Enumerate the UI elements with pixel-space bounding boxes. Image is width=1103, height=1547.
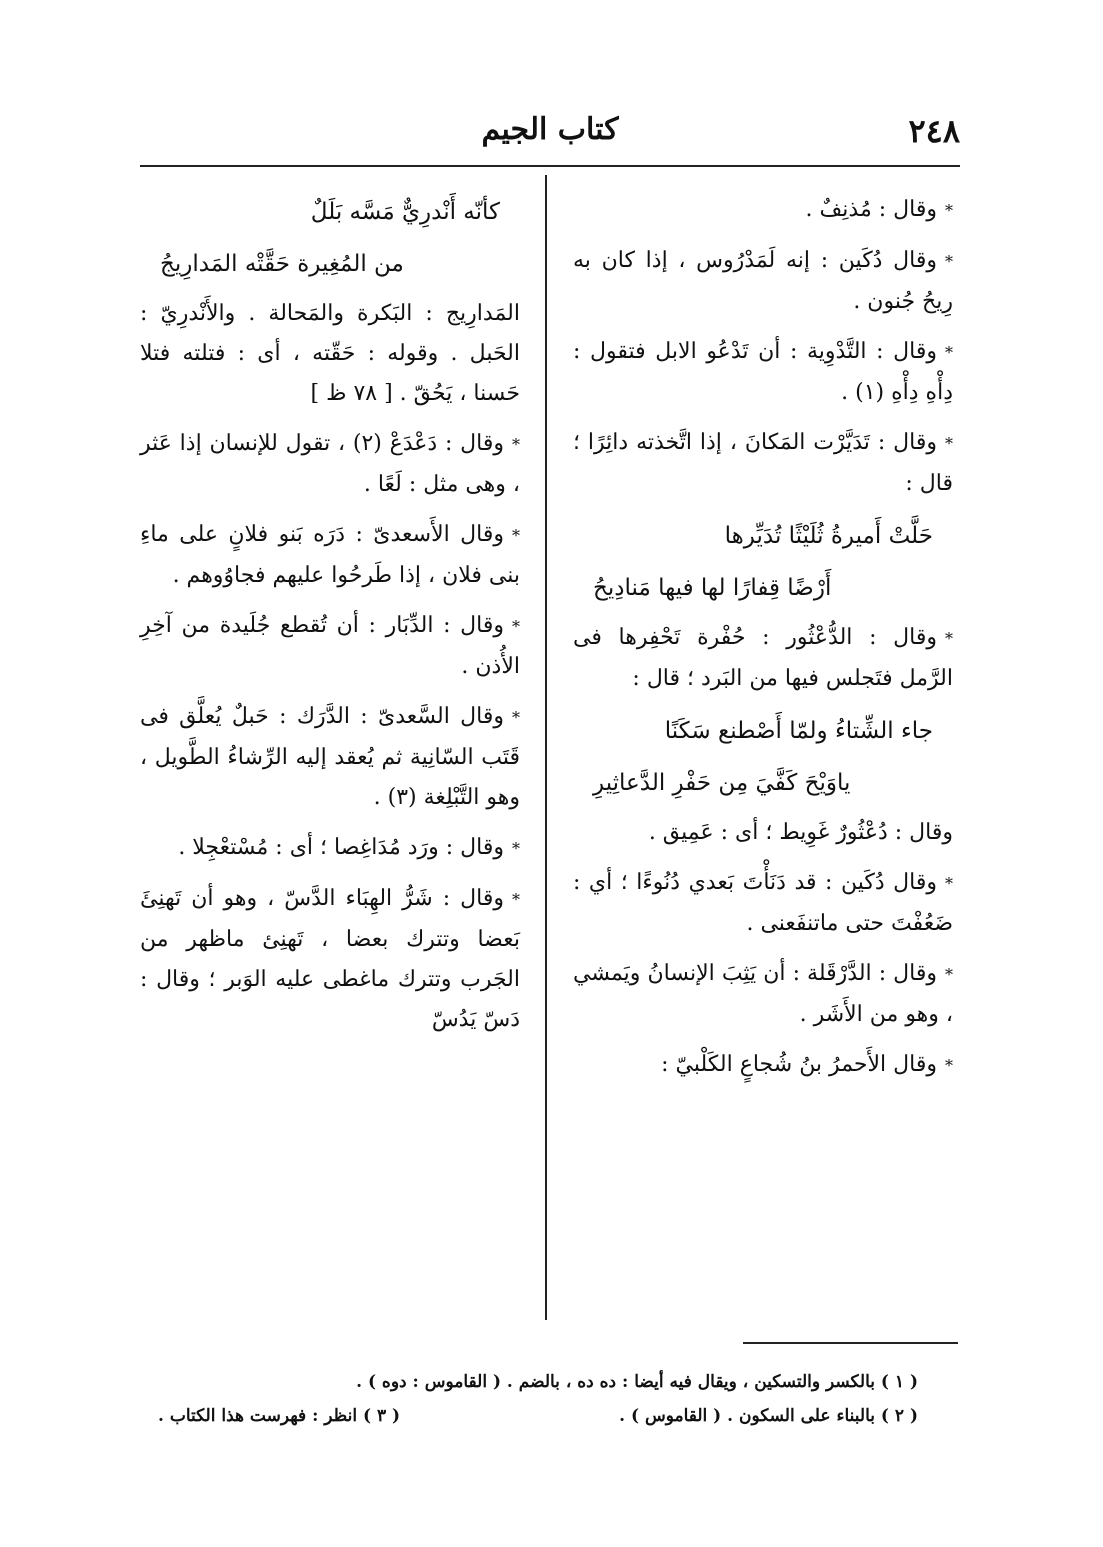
footnote-3: ( ٣ ) انظر : فهرست هذا الكتاب . <box>158 1406 401 1426</box>
footnote-2: ( ٢ ) بالبناء على السكون . ( القاموس ) . <box>619 1406 918 1426</box>
entry-star: * <box>945 1056 953 1075</box>
entry <box>573 813 953 853</box>
entry-text: وقال : دُعْثُورٌ غَوِيط ؛ أى : عَمِيق . <box>648 820 953 845</box>
entry <box>573 332 953 413</box>
entry-star: * <box>945 343 953 362</box>
footnote-rule <box>743 1342 958 1344</box>
verse-line: جاء الشِّتاءُ ولمّا أَصْطنع سَكَنًا <box>664 718 933 744</box>
entry <box>573 190 953 231</box>
entry <box>573 863 953 944</box>
entry-text: وقال دُكَين : إنه لَمَدْرُوس ، إذا كان به رِيحُ جُنون . <box>573 248 953 314</box>
entry-text: وقال : شَرُّ الهِبَاء الدَّسّ ، وهو أن تَهنِئَ بَعضا وتترك بعضا ، تَهنِئ ماظهر من الجَرب وتترك ماغطى عليه الوَبر ؛ وقال : دَسّ يَدُسّ <box>140 886 520 1032</box>
verse-line: ياوَيْحَ كَفَّيَ مِن حَفْرِ الدَّعاثِيرِ <box>593 770 851 796</box>
footnote-row <box>158 1399 918 1433</box>
verse-line: حَلَّتْ أَميرةُ ثُلَيْثًا تُدَيِّرها <box>724 523 933 549</box>
entry-text: وقال : التَّدْوِية : أن تَدْعُو الابل فتقول : دِأْهِ دِأْهِ (١) . <box>573 339 953 405</box>
entry-text: المَدارِيج : البَكرة والمَحالة . والأَنْدرِيّ : الحَبل . وقوله : حَقّته ، أى : فتلته فتلا حَسنا ، يَحُقّ . [ ٧٨ ظ ] <box>140 301 520 406</box>
entry-star: * <box>512 435 520 454</box>
entry <box>573 423 953 504</box>
entry-text: وقال : تَدَيَّرْت المَكانَ ، إذا اتَّخذته دائِرًا ؛ قال : <box>573 430 953 496</box>
footnote-1: ( ١ ) بالكسر والتسكين ، ويقال فيه أيضا : ده ده ، بالضم . ( القاموس : دوه ) . <box>356 1372 918 1392</box>
entry <box>140 697 520 818</box>
entry-star: * <box>512 839 520 858</box>
entry-text: وقال السَّعدىّ : الدَّرَك : حَبلٌ يُعلَّق فى قَتَب السّانِية ثم يُعقد إليه الرِّشاءُ الطَّويل ، وهو التَّبْلِغة (٣) . <box>140 704 520 810</box>
entry-text: وقال الأَحمرُ بنُ شُجاعٍ الكَلْبيّ : <box>661 1052 937 1077</box>
entry-text: وقال دُكَين : قد دَنَأْتَ بَعدي دُنُوءًا ؛ أي : ضَعُفْتَ حتى ماتنفَعنى . <box>573 870 953 936</box>
column-divider <box>545 175 547 1320</box>
entry-text: وقال : مُذنِفٌ . <box>805 197 937 222</box>
footnotes <box>158 1365 918 1433</box>
entry-star: * <box>945 874 953 893</box>
entry-star: * <box>945 629 953 648</box>
verse-line: من المُغِيرة حَقَّتْه المَدارِيجُ <box>160 251 404 277</box>
entry-text: وقال : ورَد مُدَاغِصا ؛ أى : مُسْتعْجِلا . <box>178 835 504 860</box>
entry <box>573 954 953 1035</box>
entry-star: * <box>512 708 520 727</box>
entry-star: * <box>945 434 953 453</box>
verse-line: أَرْضًا قِفارًا لها فيها مَنادِيحُ <box>593 575 832 601</box>
entry <box>140 606 520 687</box>
entry <box>573 241 953 322</box>
entry-star: * <box>945 965 953 984</box>
entry-star: * <box>512 617 520 636</box>
entry-text: وقال : الدَّرْقَلة : أن يَثِبَ الإنسانُ ويَمشي ، وهو من الأَشَر . <box>573 961 953 1027</box>
right-column <box>573 190 953 1096</box>
entry <box>140 879 520 1040</box>
page-header <box>140 112 960 162</box>
page-number: ٢٤٨ <box>908 112 960 150</box>
entry-text: وقال الأَسعدىّ : دَرَه بَنو فلانٍ على ماءِ بنى فلان ، إذا طَرحُوا عليهم فجاوُوهم . <box>140 522 520 588</box>
entry-star: * <box>512 890 520 909</box>
header-rule <box>140 165 960 167</box>
entry <box>140 828 520 869</box>
entry-text: وقال : دَعْدَعْ (٢) ، تقول للإنسان إذا عَثر ، وهى مثل : لَعًا . <box>140 431 520 497</box>
entry-star: * <box>945 201 953 220</box>
entry-star: * <box>512 526 520 545</box>
entry <box>573 1045 953 1086</box>
entry <box>140 424 520 505</box>
entry-star: * <box>945 252 953 271</box>
entry <box>140 515 520 596</box>
book-title: كتاب الجيم <box>481 112 619 147</box>
entry <box>140 294 520 414</box>
verse-line: كأنّه أَنْدرِيٌّ مَسَّه بَلَلٌ <box>310 199 500 225</box>
entry-text: وقال : الدُّعْثُور : حُفْرة تَحْفِرها فى الرَّمل فتَجلس فيها من البَرد ؛ قال : <box>573 625 953 691</box>
entry-text: وقال : الدِّبَار : أن تُقطع جُلَيدة من آخِرِ الأُذن . <box>140 613 520 679</box>
left-column <box>140 190 520 1050</box>
entry <box>573 618 953 699</box>
